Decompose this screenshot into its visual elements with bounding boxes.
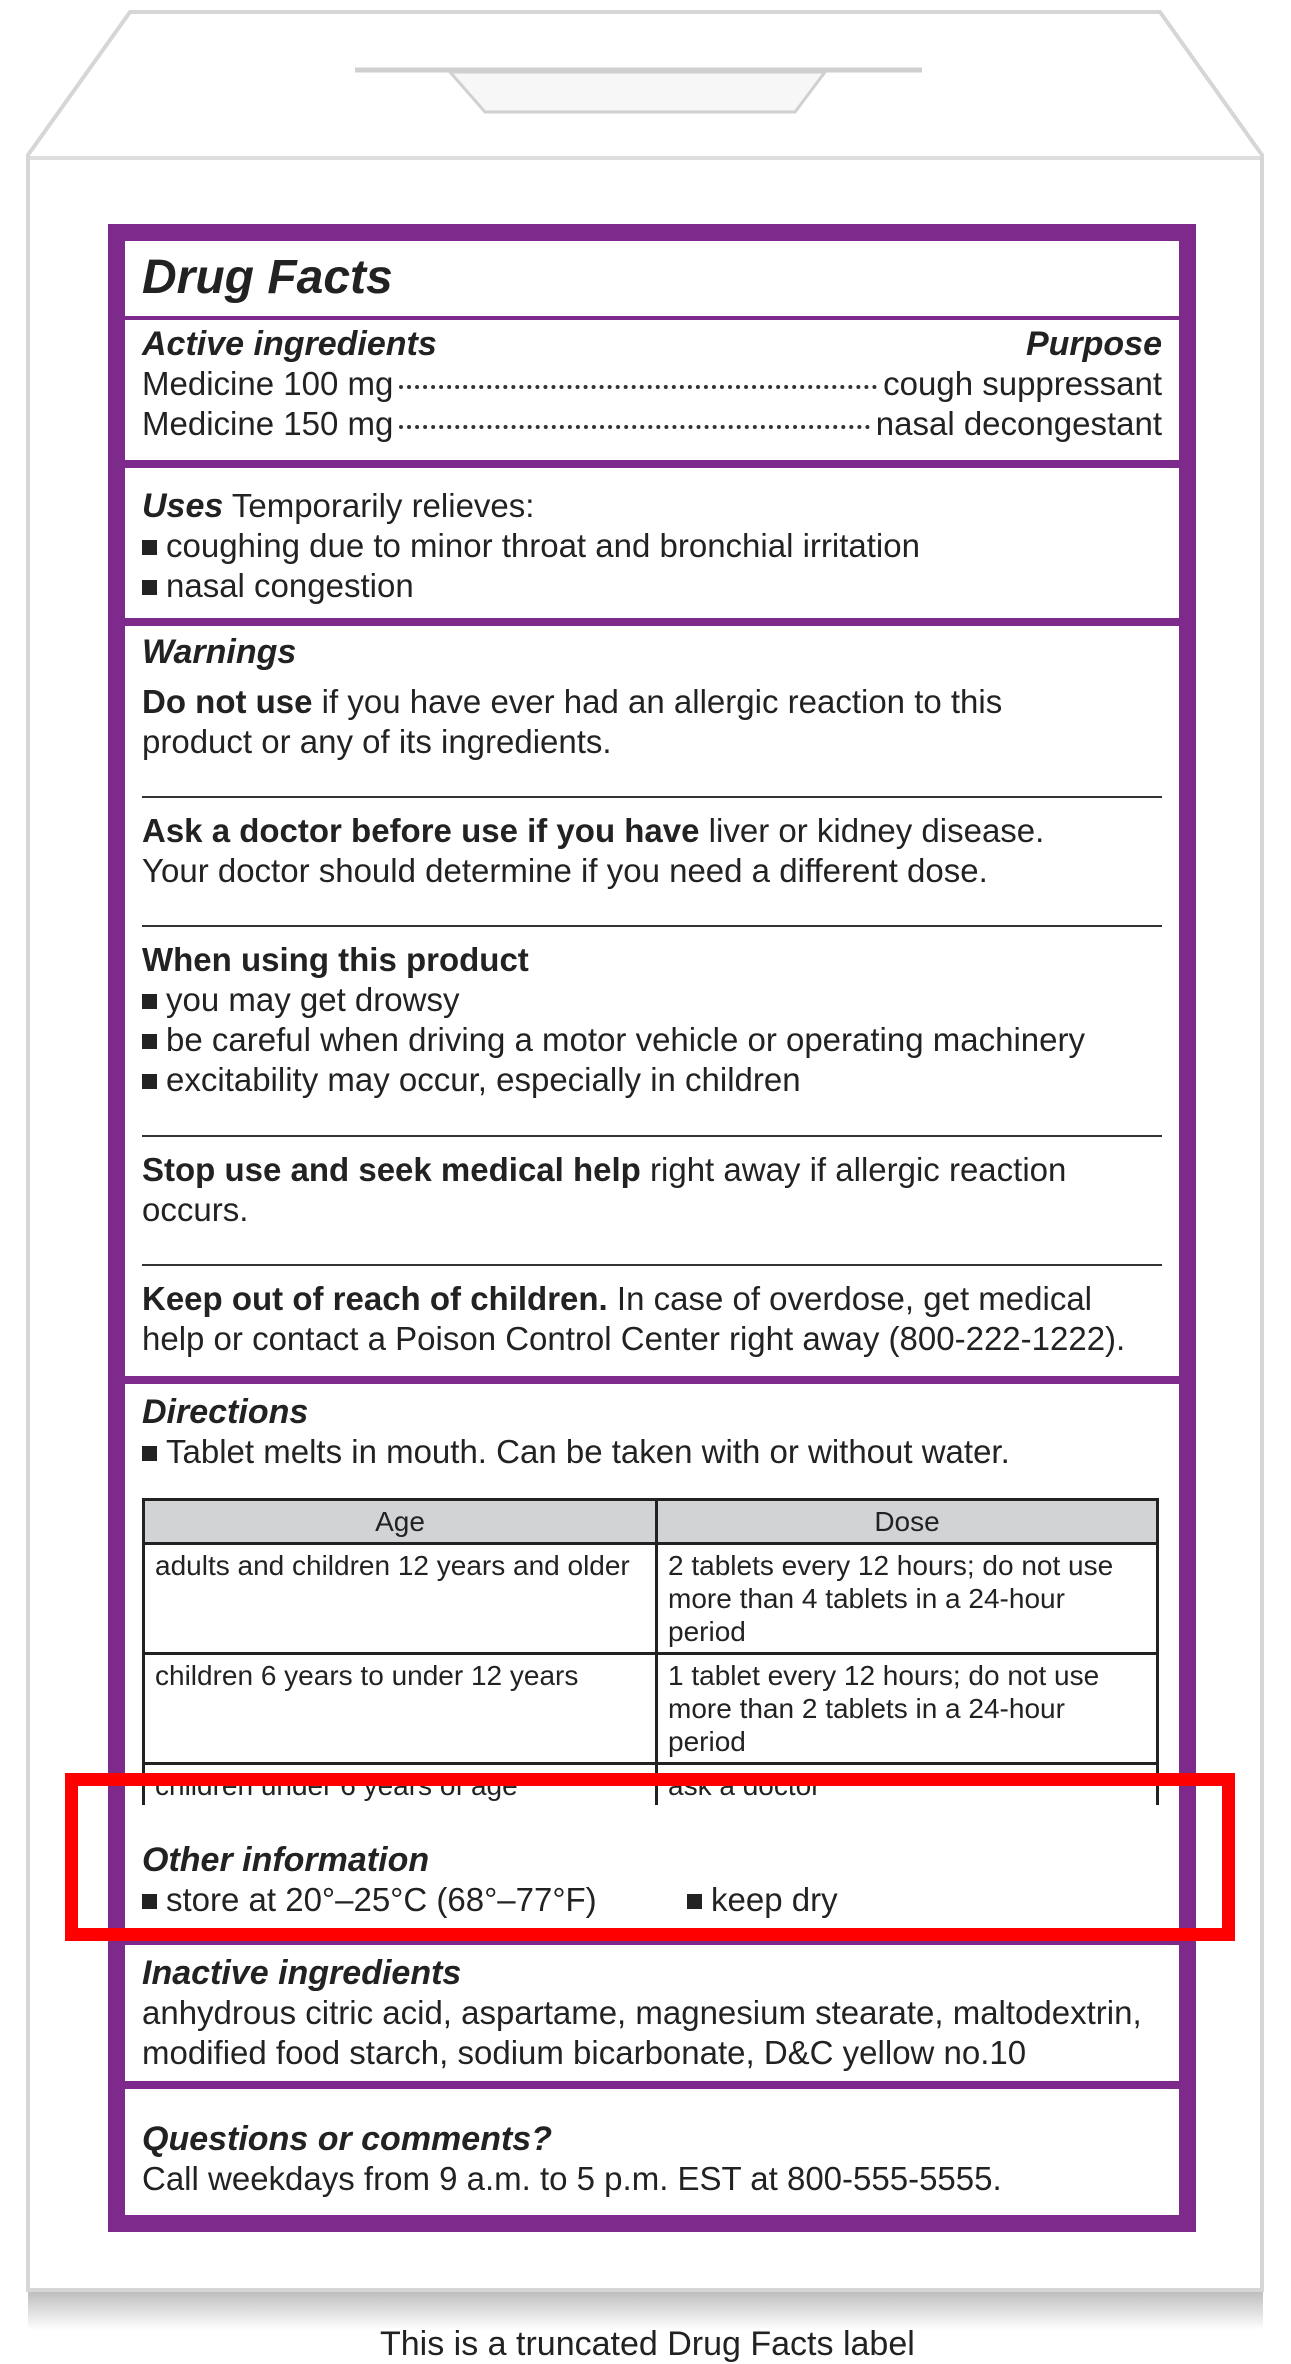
highlight-box — [65, 1773, 1235, 1941]
table-cell: children under 6 years of age — [144, 1764, 657, 1808]
uses-heading: Uses — [142, 487, 224, 525]
list-item: store at 20°–25°C (68°–77°F) — [142, 1880, 687, 1920]
active-ingredients-section — [125, 324, 1179, 460]
list-item: coughing due to minor throat and bronchial irritation — [142, 526, 1162, 566]
drug-facts-title: Drug Facts — [142, 251, 393, 304]
list-item: Tablet melts in mouth. Can be taken with or without water. — [142, 1432, 1162, 1472]
list-item: be careful when driving a motor vehicle or operating machinery — [142, 1020, 1162, 1060]
active-ingredients-heading: Active ingredients — [142, 325, 437, 363]
questions-heading: Questions or comments? — [142, 2120, 552, 2158]
warning-text: right away if allergic reaction — [650, 1151, 1067, 1188]
warning-text: In case of overdose, get medical — [616, 1280, 1093, 1317]
title-section — [125, 241, 1179, 316]
directions-heading: Directions — [142, 1393, 309, 1431]
ingredient-name: Medicine 100 mg — [142, 365, 394, 402]
ask-doctor-label: Ask a doctor before use if you have — [142, 812, 700, 849]
stop-use-block — [125, 1150, 1179, 1240]
list-item: keep dry — [687, 1880, 838, 1920]
when-using-block — [125, 940, 1179, 1098]
inactive-ingredients-heading: Inactive ingredients — [142, 1954, 462, 1992]
other-information-heading: Other information — [142, 1841, 430, 1879]
ingredient-name: Medicine 150 mg — [142, 405, 394, 442]
questions-text: Call weekdays from 9 a.m. to 5 p.m. EST at 800-555-5555. — [142, 2160, 1002, 2197]
stop-use-label: Stop use and seek medical help — [142, 1151, 641, 1188]
inactive-ingredients-section — [125, 1945, 1179, 2101]
when-using-heading: When using this product — [142, 941, 529, 978]
keep-out-block — [125, 1279, 1179, 1363]
table-row — [144, 1654, 1158, 1764]
warning-text: product or any of its ingredients. — [142, 723, 612, 760]
questions-section — [125, 2089, 1179, 2209]
list-item: nasal congestion — [142, 566, 1162, 606]
table-row — [144, 1544, 1158, 1654]
inactive-ingredients-text: anhydrous citric acid, aspartame, magnesium stearate, maltodextrin, — [142, 1994, 1142, 2031]
warning-text: help or contact a Poison Control Center right away (800-222-1222). — [142, 1320, 1126, 1357]
warning-text: liver or kidney disease. — [708, 812, 1045, 849]
table-header-row — [144, 1500, 1158, 1544]
warning-text: occurs. — [142, 1191, 249, 1228]
uses-intro: Temporarily relieves: — [231, 487, 535, 524]
list-item: excitability may occur, especially in children — [142, 1060, 1162, 1100]
table-cell: ask a doctor — [657, 1764, 1158, 1808]
ingredient-purpose: cough suppressant — [883, 365, 1162, 402]
ingredient-purpose: nasal decongestant — [875, 405, 1162, 442]
table-cell: adults and children 12 years and older — [144, 1544, 657, 1654]
purpose-heading: Purpose — [1025, 325, 1162, 363]
ingredient-row — [142, 364, 1162, 404]
warnings-heading: Warnings — [142, 633, 297, 671]
column-header: Dose — [657, 1500, 1158, 1544]
ingredient-row — [142, 404, 1162, 444]
inactive-ingredients-text: modified food starch, sodium bicarbonate, D&C yellow no.10 — [142, 2034, 1027, 2071]
do-not-use-label: Do not use — [142, 683, 313, 720]
column-header: Age — [144, 1500, 657, 1544]
uses-section — [125, 468, 1179, 613]
warning-text: Your doctor should determine if you need a different dose. — [142, 852, 988, 889]
caption: This is a truncated Drug Facts label — [380, 2325, 915, 2363]
ask-doctor-block — [125, 811, 1179, 901]
list-item: you may get drowsy — [142, 980, 1162, 1020]
table-cell: 2 tablets every 12 hours; do not use more than 4 tablets in a 24-hour period — [657, 1544, 1158, 1654]
directions-section — [125, 1384, 1179, 1801]
warning-text: if you have ever had an allergic reaction to this — [321, 683, 1003, 720]
table-cell: children 6 years to under 12 years — [144, 1654, 657, 1764]
keep-out-label: Keep out of reach of children. — [142, 1280, 608, 1317]
dosage-table — [142, 1498, 1159, 1809]
table-cell: 1 tablet every 12 hours; do not use more than 2 tablets in a 24-hour period — [657, 1654, 1158, 1764]
